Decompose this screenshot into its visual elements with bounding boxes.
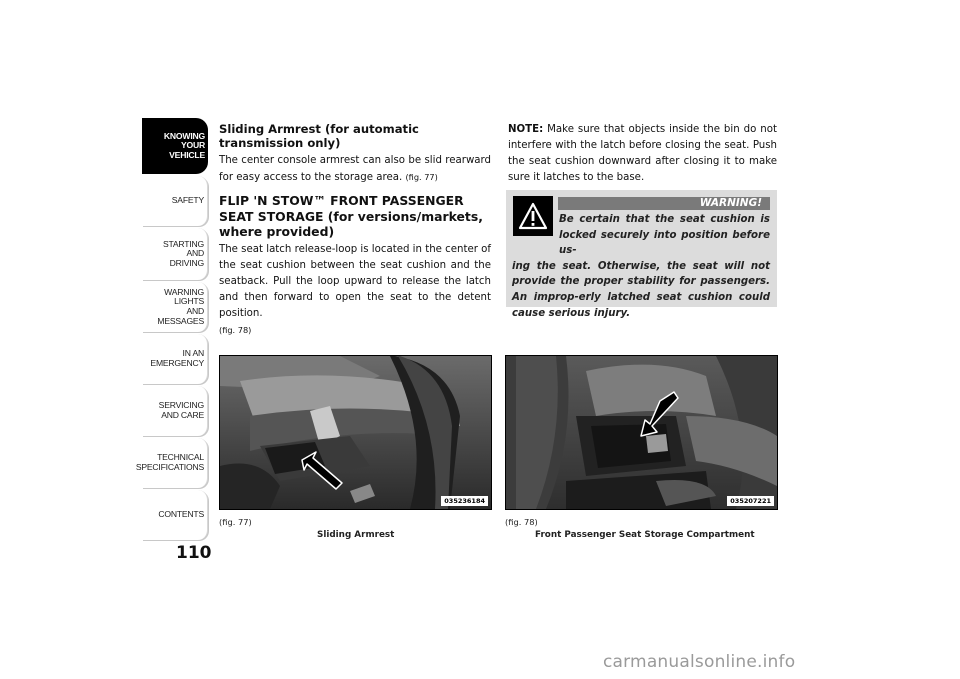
tab-label: MESSAGES: [157, 315, 204, 326]
tab-label: IN AN: [182, 348, 204, 359]
figure-caption: Front Passenger Seat Storage Compartment: [535, 530, 755, 540]
tab-knowing-your-vehicle[interactable]: [142, 118, 208, 174]
seat-storage-photo: [506, 356, 777, 509]
tab-label: STARTING: [162, 238, 204, 249]
armrest-photo: [220, 356, 491, 509]
tab-label: DRIVING: [169, 257, 204, 268]
tab-label: AND: [186, 248, 204, 259]
left-column: [219, 122, 491, 339]
figure-reference[interactable]: (fig. 78): [219, 324, 252, 335]
section-heading-sliding-armrest: Sliding Armrest (for automatic transmission only): [219, 122, 419, 150]
section-heading-flip-n-stow: FLIP 'N STOW™ FRONT PASSENGER SEAT STORAGE (for versions/markets, where provided): [219, 193, 483, 239]
paragraph-text: The seat latch release-loop is located in the center of the seat cushion between the seat cushion and the seatback. Pull the loop upward to release the latch and then forward to open the seat to the detent position.: [219, 243, 491, 319]
tab-warning-lights-and-messages[interactable]: [142, 282, 208, 332]
tab-starting-and-driving[interactable]: [142, 228, 208, 280]
warning-text-indented: Be certain that the seat cushion is locked securely into position before us-: [559, 214, 770, 257]
figure-label: (fig. 78): [505, 517, 538, 527]
tab-in-an-emergency[interactable]: [142, 334, 208, 384]
tab-label: AND: [186, 306, 204, 316]
figure-label: (fig. 77): [219, 517, 252, 527]
warning-text: [512, 212, 770, 321]
tab-label: SERVICING: [158, 400, 204, 411]
paragraph-seat-latch: [219, 242, 491, 339]
warning-text-rest: ing the seat. Otherwise, the seat will not provide the proper stability for passengers. An improp-erly latched seat cushion could cause serious injury.: [512, 260, 770, 319]
watermark: carmanualsonline.info: [603, 652, 796, 672]
paragraph-text: The center console armrest can also be slid rearward for easy access to the storage area.: [219, 155, 491, 183]
tab-label: VEHICLE: [169, 149, 205, 160]
figure-reference[interactable]: (fig. 77): [405, 172, 438, 182]
tab-label: CONTENTS: [158, 509, 204, 520]
note-text: Make sure that objects inside the bin do not interfere with the latch before closing the seat. Push the seat cushion downward after closing it to make sure it latches to the base.: [508, 124, 777, 183]
figure-caption: Sliding Armrest: [317, 530, 395, 540]
figure-code: 035236184: [441, 496, 488, 506]
note-paragraph: [508, 122, 777, 186]
tab-safety[interactable]: [142, 176, 208, 226]
warning-title: WARNING!: [558, 197, 770, 210]
tab-label: EMERGENCY: [150, 358, 204, 368]
figure-sliding-armrest-image: [219, 355, 492, 510]
tab-label: KNOWING: [163, 130, 205, 141]
tab-label: WARNING: [164, 286, 204, 297]
tab-contents[interactable]: [142, 490, 208, 540]
tab-label: SAFETY: [171, 195, 204, 206]
tab-label: TECHNICAL: [157, 452, 204, 463]
figure-code: 035207221: [727, 496, 774, 506]
tab-label: LIGHTS: [174, 296, 204, 307]
paragraph-armrest: [219, 153, 491, 186]
right-column: [508, 122, 777, 186]
tab-servicing-and-care[interactable]: [142, 386, 208, 436]
note-label: NOTE:: [508, 124, 544, 135]
figure-seat-storage-image: [505, 355, 778, 510]
tab-label: YOUR: [180, 140, 205, 151]
tab-label: SPECIFICATIONS: [135, 462, 204, 472]
tab-technical-specifications[interactable]: [135, 438, 208, 488]
tab-label: AND CARE: [161, 410, 204, 420]
page-number: 110: [176, 543, 212, 563]
